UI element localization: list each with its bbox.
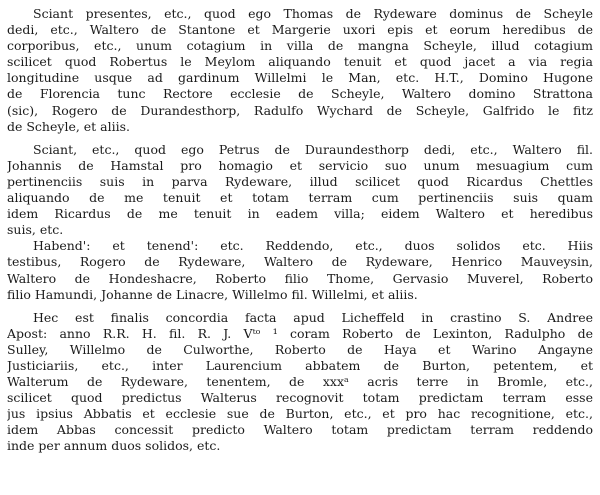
paragraph-habendum	[7, 238, 593, 302]
paragraph-gap	[7, 303, 593, 310]
text-line: Habend': et tenend': etc. Reddendo, etc., duos solidos etc. Hiis	[33, 238, 593, 254]
text-line: idem Abbas concessit predicto Waltero totam predictam terram reddendo	[7, 422, 593, 438]
text-line: jus ipsius Abbatis et ecclesie sue de Burton, etc., et pro hac recognitione, etc.,	[7, 406, 593, 422]
paragraph-grant-thomas	[7, 6, 593, 135]
text-line: Johannis de Hamstal pro homagio et servicio suo unum mesuagium cum	[7, 157, 593, 173]
paragraph-final-concord	[7, 310, 593, 455]
text-line: Sciant presentes, etc., quod ego Thomas de Rydeware dominus de Scheyle	[33, 6, 593, 21]
text-line: Sciant, etc., quod ego Petrus de Duraundesthorp dedi, etc., Waltero fil.	[33, 141, 593, 157]
document-page	[7, 6, 593, 455]
text-line: scilicet quod predictus Walterus recognovit totam predictam terram esse	[7, 390, 593, 406]
text-line: Walterum de Rydeware, tenentem, de xxxᵃ acris terre in Bromle, etc.,	[7, 374, 593, 390]
text-line: corporibus, etc., unum cotagium in villa de mangna Scheyle, illud cotagium	[7, 38, 593, 54]
text-line: de Scheyle, et aliis.	[7, 118, 131, 134]
text-line: scilicet quod Robertus le Meylom aliquando tenuit et quod jacet a via regia	[7, 54, 593, 70]
text-line: aliquando de me tenuit et totam terram cum pertinenciis suis quam	[7, 190, 593, 206]
paragraph-gap	[7, 135, 593, 142]
text-line: testibus, Rogero de Rydeware, Waltero de Rydeware, Henrico Mauveysin,	[7, 254, 593, 270]
text-line: idem Ricardus de me tenuit in eadem villa; eidem Waltero et heredibus	[7, 206, 593, 222]
text-line: longitudine usque ad gardinum Willelmi le Man, etc. H.T., Domino Hugone	[7, 70, 593, 86]
paragraph-grant-petrus	[7, 142, 593, 239]
text-line: inde per annum duos solidos, etc.	[7, 438, 221, 454]
text-line: Justiciariis, etc., inter Laurencium abbatem de Burton, petentem, et	[7, 357, 593, 373]
text-line: Waltero de Hondeshacre, Roberto filio Thome, Gervasio Muverel, Roberto	[7, 270, 593, 286]
text-line: de Florencia tunc Rectore ecclesie de Scheyle, Waltero domino Strattona	[7, 86, 593, 102]
text-line: filio Hamundi, Johanne de Linacre, Willelmo fil. Willelmi, et aliis.	[7, 286, 418, 302]
text-line: Hec est finalis concordia facta apud Licheffeld in crastino S. Andree	[33, 309, 593, 325]
text-line: pertinenciis suis in parva Rydeware, illud scilicet quod Ricardus Chettles	[7, 173, 593, 189]
text-line: (sic), Rogero de Durandesthorp, Radulfo Wychard de Scheyle, Galfrido le fitz	[7, 102, 593, 118]
text-line: Sulley, Willelmo de Culworthe, Roberto de Haya et Warino Angayne	[7, 341, 593, 357]
text-line: suis, etc.	[7, 222, 64, 238]
text-line: dedi, etc., Waltero de Stantone et Margerie uxori epis et eorum heredibus de	[7, 22, 593, 38]
text-line: Apost: anno R.R. H. fil. R. J. Vᵗᵒ ¹ coram Roberto de Lexinton, Radulpho de	[7, 325, 593, 341]
